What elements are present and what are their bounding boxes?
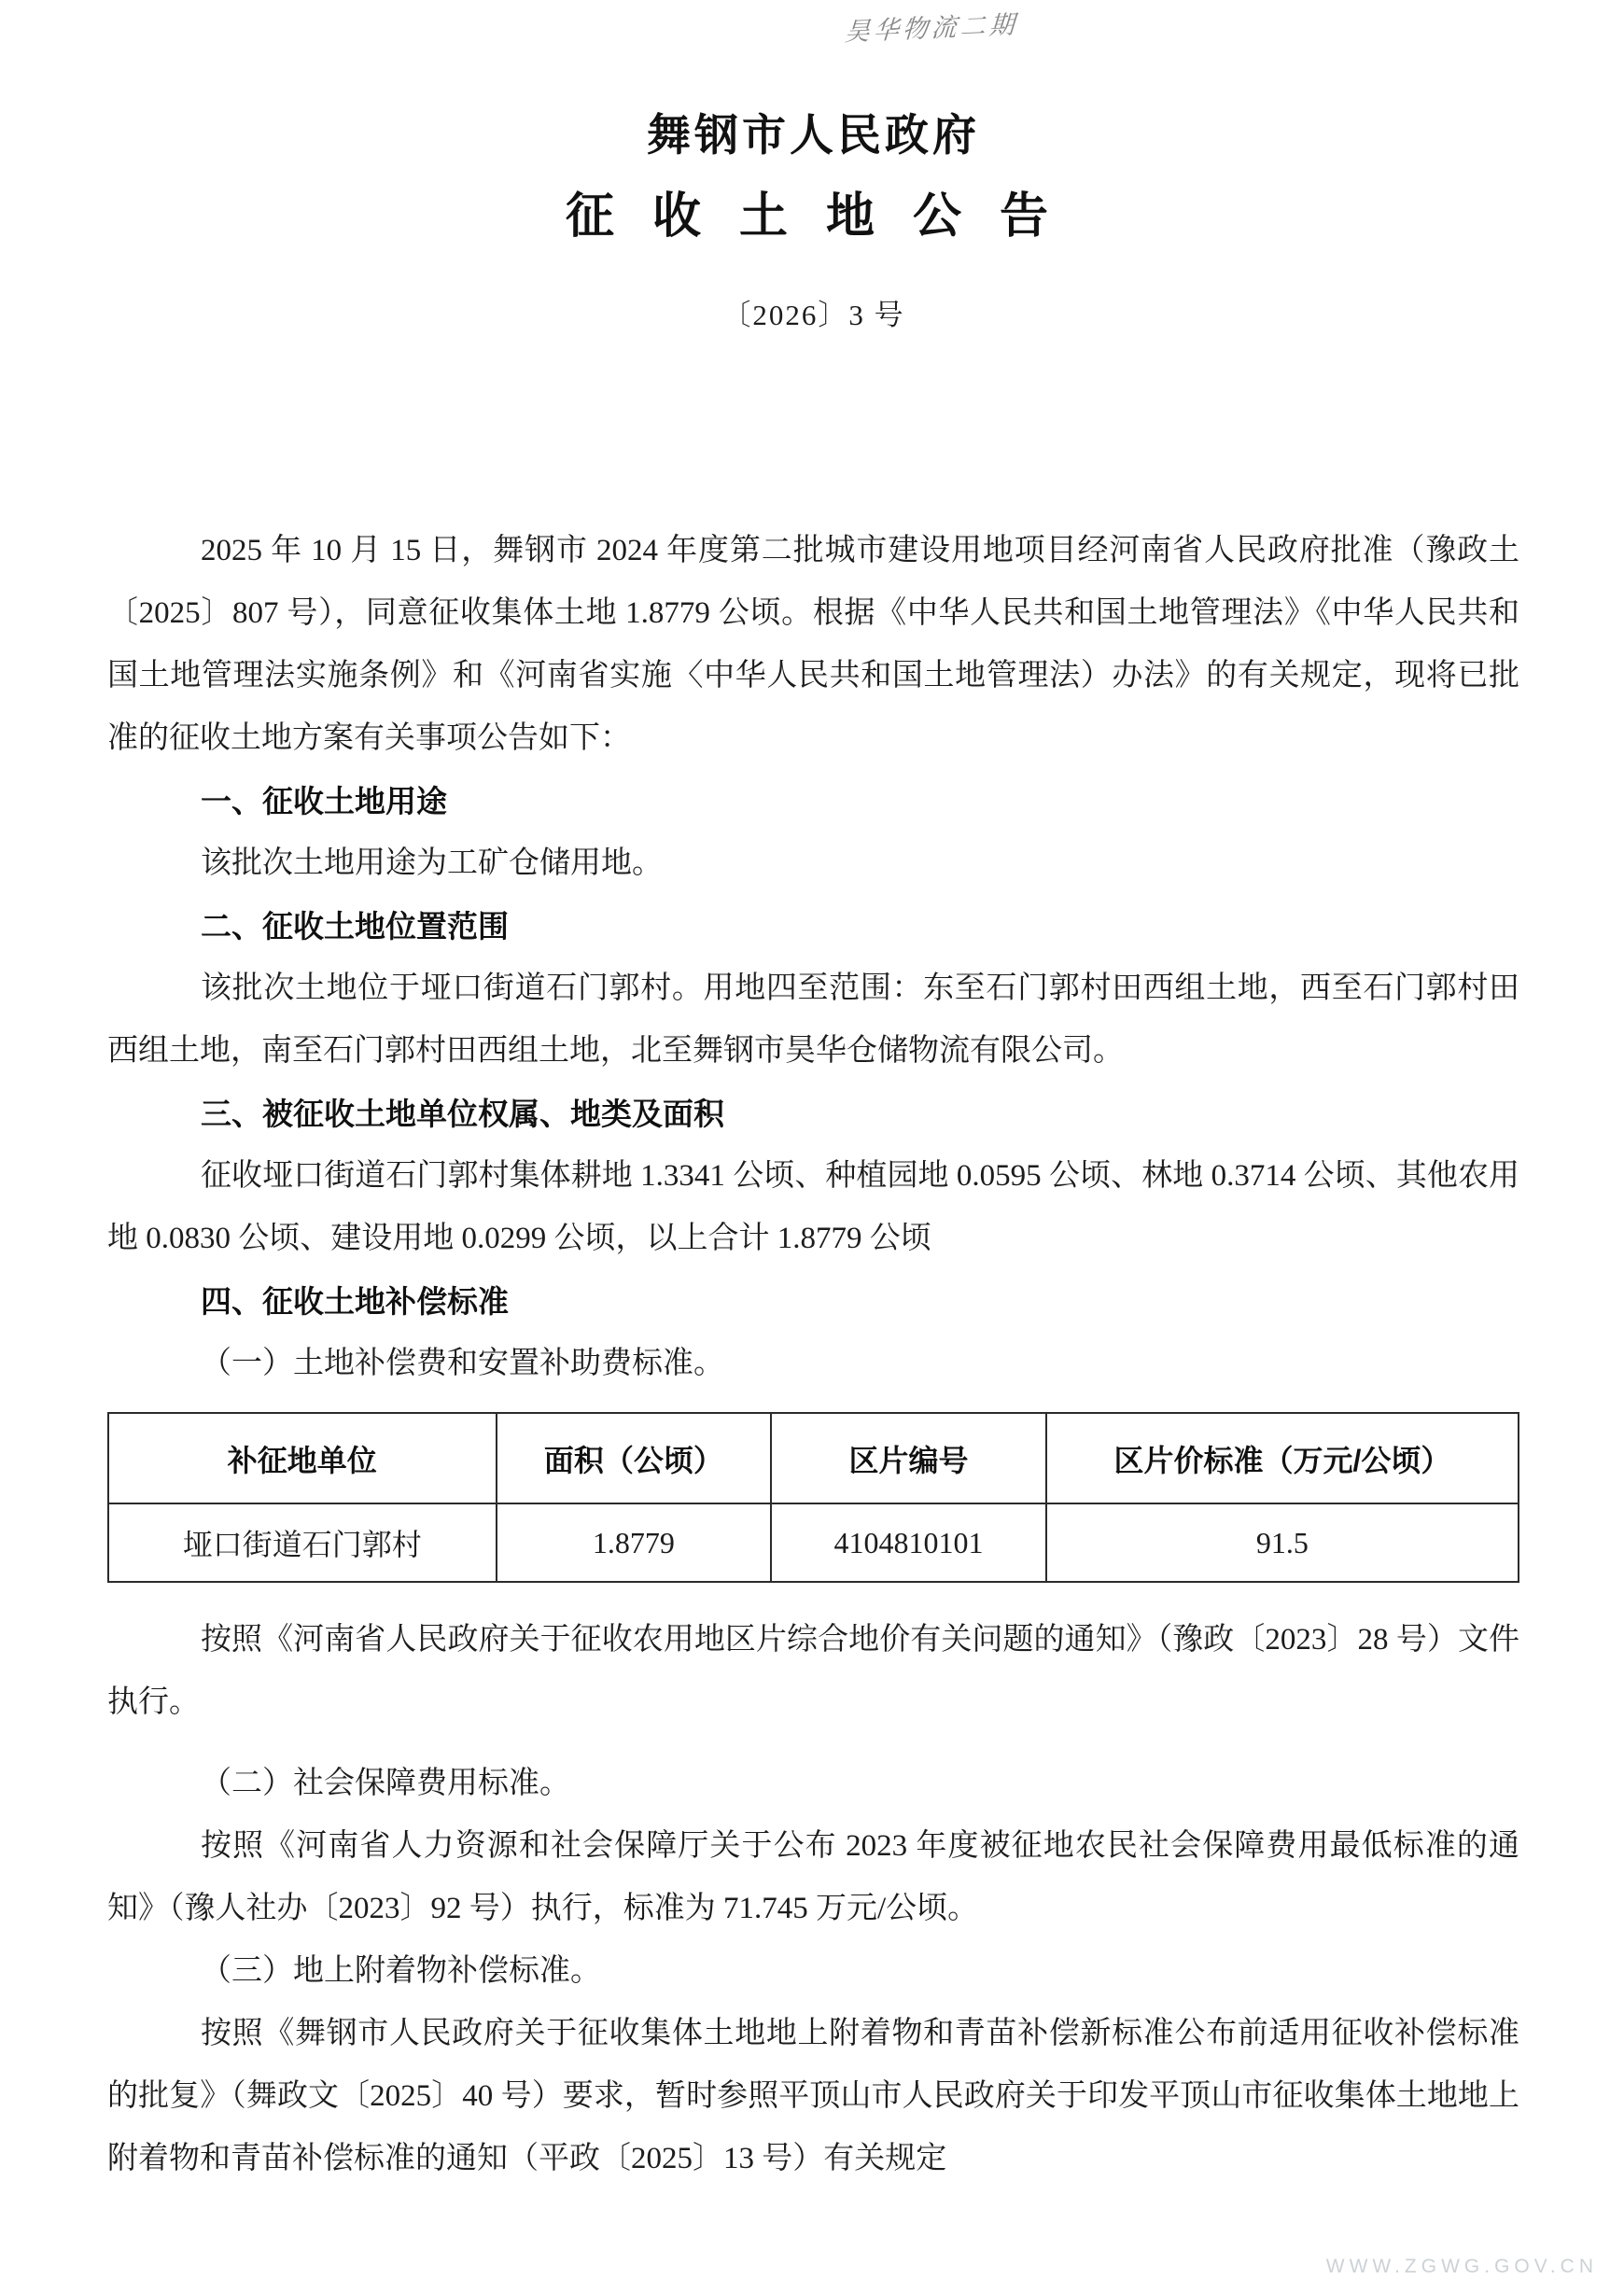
paragraph-social-security: 按照《河南省人力资源和社会保障厅关于公布 2023 年度被征地农民社会保障费用最低标准的通知》（豫人社办〔2023〕92 号）执行，标准为 71.745 万元/公顷。 xyxy=(107,1829,1519,1925)
paragraph-sub-item-1: （一）土地补偿费和安置补助费标准。 xyxy=(201,1347,724,1380)
issuer-title: 舞钢市人民政府 xyxy=(647,112,980,161)
table-header-zone-price: 区片价标准（万元/公顷） xyxy=(1046,1413,1519,1503)
section-heading-3: 三、被征收土地单位权属、地类及面积 xyxy=(201,1097,724,1131)
section-heading-2: 二、征收土地位置范围 xyxy=(201,909,509,944)
paragraph-attachments-comp: 按照《舞钢市人民政府关于征收集体土地地上附着物和青苗补偿新标准公布前适用征收补偿标准的批复》（舞政文〔2025〕40 号）要求，暂时参照平顶山市人民政府关于印发平顶山市征收集体土地地上附着物和青苗补偿标准的通知（平政〔2025〕13 号）有关规定 xyxy=(107,2017,1519,2175)
paragraph-sub-item-2: （二）社会保障费用标准。 xyxy=(201,1767,570,1800)
table-header-zone-code: 区片编号 xyxy=(771,1413,1046,1503)
table-row xyxy=(108,1503,1519,1582)
paragraph-land-comp-basis: 按照《河南省人民政府关于征收农用地区片综合地价有关问题的通知》（豫政〔2023〕28 号）文件执行。 xyxy=(107,1623,1519,1719)
table-header-unit: 补征地单位 xyxy=(108,1413,497,1503)
section-heading-4: 四、征收土地补偿标准 xyxy=(201,1284,509,1319)
paragraph-sub-item-3: （三）地上附着物补偿标准。 xyxy=(201,1954,601,1988)
website-watermark: WWW.ZGWG.GOV.CN xyxy=(1325,2256,1598,2277)
handwritten-annotation: 昊华物流二期 xyxy=(843,10,1019,48)
table-header-area: 面积（公顷） xyxy=(497,1413,772,1503)
table-cell-zone-price: 91.5 xyxy=(1046,1503,1519,1582)
paragraph-land-types: 征收垭口街道石门郭村集体耕地 1.3341 公顷、种植园地 0.0595 公顷、林地 0.3714 公顷、其他农用地 0.0830 公顷、建设用地 0.0299 公顷，以上合计 1.8779 公顷 xyxy=(107,1159,1519,1255)
document-title: 征 收 土 地 公 告 xyxy=(565,190,1061,244)
table-cell-zone-code: 4104810101 xyxy=(771,1503,1046,1582)
compensation-table xyxy=(107,1412,1519,1583)
table-cell-area: 1.8779 xyxy=(497,1503,772,1582)
table-cell-unit: 垭口街道石门郭村 xyxy=(108,1503,497,1582)
document-number: 〔2026〕3 号 xyxy=(721,299,905,331)
section-heading-1: 一、征收土地用途 xyxy=(201,784,447,818)
paragraph-land-use: 该批次土地用途为工矿仓储用地。 xyxy=(201,846,663,880)
paragraph-intro: 2025 年 10 月 15 日，舞钢市 2024 年度第二批城市建设用地项目经河南省人民政府批准（豫政土〔2025〕807 号），同意征收集体土地 1.8779 公顷。根据《中华人民共和国土地管理法》《中华人民共和国土地管理法实施条例》和《河南省实施〈中华人民共和国土地管理法）办法》的有关规定，现将已批准的征收土地方案有关事项公告如下： xyxy=(107,534,1519,755)
paragraph-location: 该批次土地位于垭口街道石门郭村。用地四至范围：东至石门郭村田西组土地，西至石门郭村田西组土地，南至石门郭村田西组土地，北至舞钢市昊华仓储物流有限公司。 xyxy=(107,972,1519,1068)
table-header-row xyxy=(108,1413,1519,1503)
